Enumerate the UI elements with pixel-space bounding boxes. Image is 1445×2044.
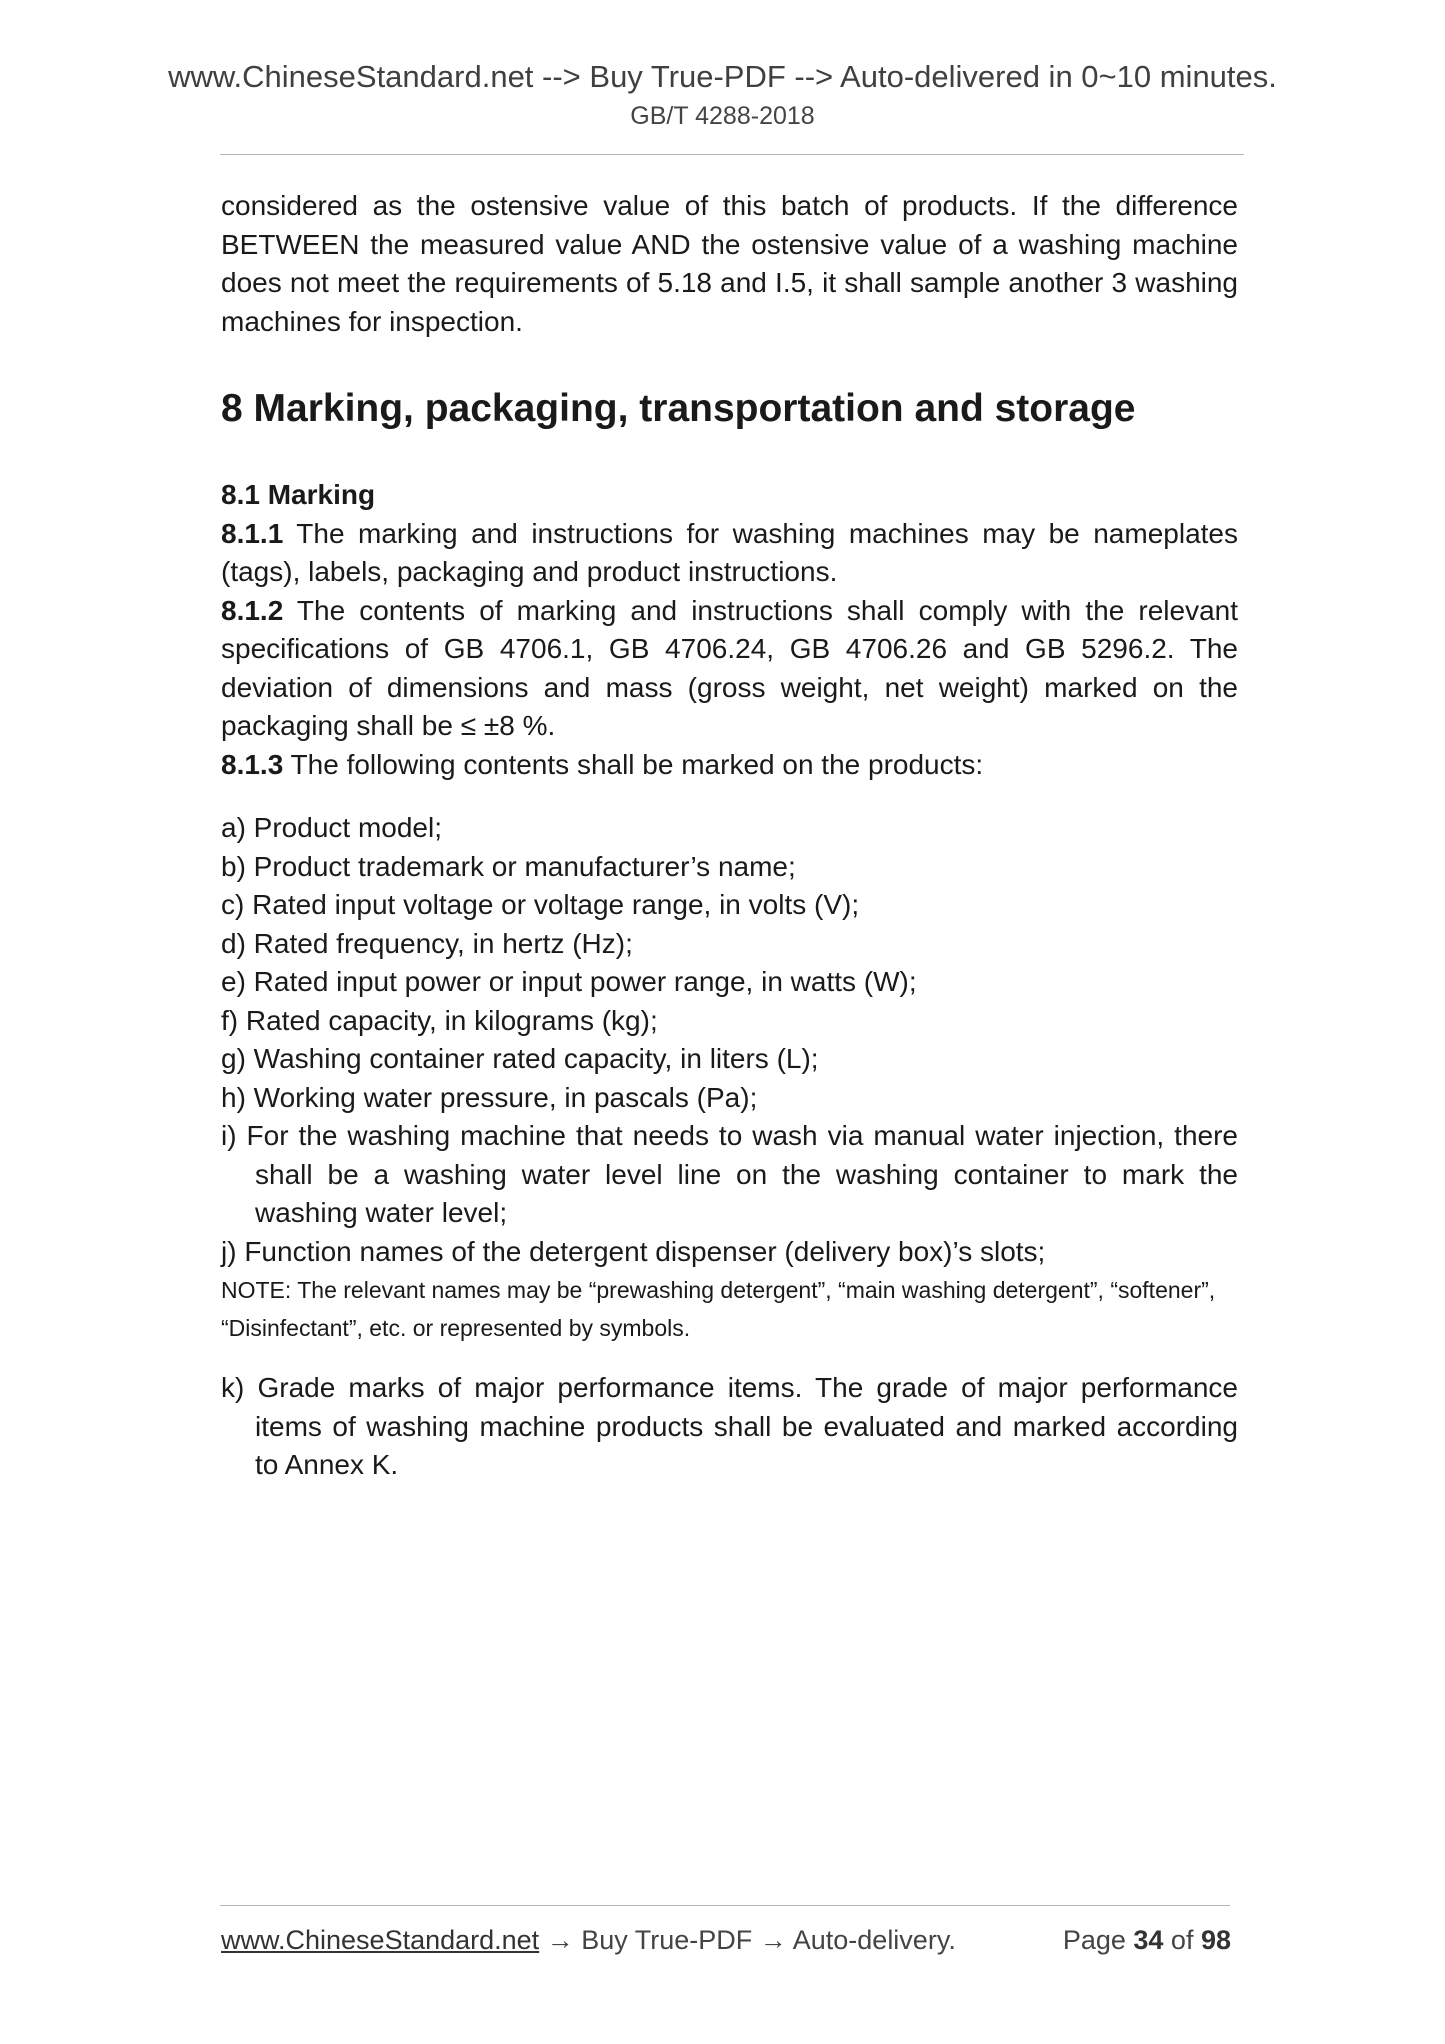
footer-tagline: → Buy True-PDF → Auto-delivery. (539, 1925, 956, 1955)
page-indicator (1063, 1923, 1231, 1957)
list-item: j) Function names of the detergent dispenser (delivery box)’s slots; (221, 1235, 1046, 1267)
page-header (0, 58, 1445, 131)
intro-paragraph: considered as the ostensive value of this batch of products. If the difference BETWEEN the measured value AND the ostensive value of a washing machine does not meet the requirements of 5.18 and I.5, it shall sample another 3 washing machines for inspection. (221, 190, 1238, 337)
site-link[interactable]: www.ChineseStandard.net (221, 1925, 540, 1955)
clause-text: The contents of marking and instructions shall comply with the relevant specifications of GB 4706.1, GB 4706.24, GB 4706.26 and GB 5296.2. The deviation of dimensions and mass (gross weight, net weight) marked on the packaging shall be ≤ ±8 %. (221, 594, 1238, 741)
list-item: e) Rated input power or input power range, in watts (W); (221, 966, 917, 997)
list-item: g) Washing container rated capacity, in liters (L); (221, 1043, 819, 1074)
clause-number: 8.1.2 (221, 594, 284, 626)
marking-contents-list (221, 809, 1238, 1271)
clause-text: The following contents shall be marked on the products: (283, 748, 984, 780)
header-divider (220, 154, 1244, 155)
list-item: b) Product trademark or manufacturer’s name; (221, 850, 796, 882)
page-label: Page (1062, 1925, 1134, 1955)
list-item: a) Product model; (221, 812, 442, 843)
document-body (221, 187, 1238, 1485)
of-label: of (1163, 1925, 1201, 1955)
list-item: k) Grade marks of major performance items. The grade of major performance items of washing machine products shall be evaluated and marked according to Annex K. (221, 1372, 1238, 1480)
list-item: i) For the washing machine that needs to wash via manual water injection, there shall be a washing water level line on the washing container to mark the washing water level; (221, 1120, 1238, 1228)
total-pages: 98 (1200, 1925, 1231, 1955)
clause-number: 8.1.3 (221, 748, 284, 780)
clause-text: The marking and instructions for washing machines may be nameplates (tags), labels, packaging and product instructions. (221, 517, 1238, 587)
header-banner: www.ChineseStandard.net --> Buy True-PDF --> Auto-delivered in 0~10 minutes. (168, 59, 1277, 94)
standard-code: GB/T 4288-2018 (630, 102, 815, 131)
footer-left (221, 1923, 956, 1957)
chapter-title: 8 Marking, packaging, transportation and storage (221, 387, 1136, 430)
page-number: 34 (1133, 1925, 1164, 1955)
section-title: 8.1 Marking (221, 479, 376, 510)
list-item: d) Rated frequency, in hertz (Hz); (221, 927, 633, 959)
list-item: c) Rated input voltage or voltage range, in volts (V); (221, 889, 860, 920)
clause-number: 8.1.1 (221, 517, 284, 549)
note: NOTE: The relevant names may be “prewashing detergent”, “main washing detergent”, “softener”, “Disinfectant”, etc. or represented by symbols. (221, 1277, 1216, 1341)
list-item: h) Working water pressure, in pascals (Pa); (221, 1081, 758, 1113)
clause-8-1-2 (221, 592, 1238, 746)
clause-8-1-1 (221, 515, 1238, 592)
clause-8-1-3 (221, 746, 1238, 785)
list-item: f) Rated capacity, in kilograms (kg); (221, 1004, 658, 1036)
footer-divider (220, 1905, 1230, 1906)
